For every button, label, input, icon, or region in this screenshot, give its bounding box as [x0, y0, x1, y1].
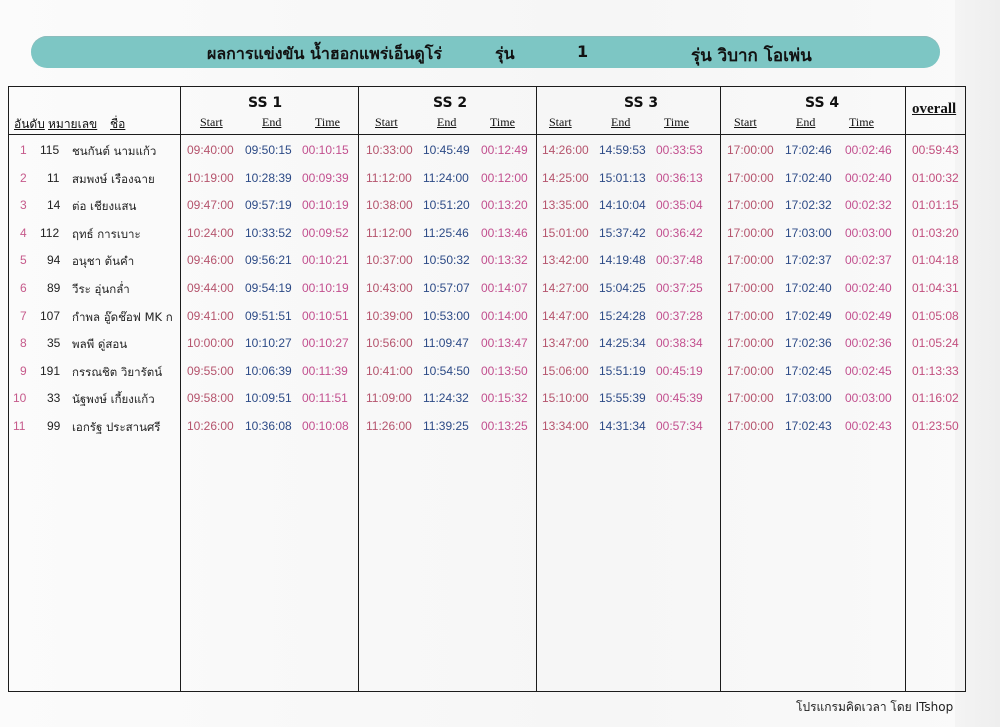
- rider-number-cell: 89: [47, 281, 61, 295]
- overall-time-cell: 01:16:02: [912, 391, 959, 405]
- ss2-time-cell: 00:12:49: [481, 143, 528, 157]
- rank-cell: 8: [20, 336, 27, 350]
- overall-time-cell: 01:01:15: [912, 198, 959, 212]
- class-title: รุ่น วิบาก โอเพ่น: [691, 46, 812, 66]
- col-divider-overall: [905, 86, 906, 692]
- ss4-end-cell: 17:02:45: [785, 364, 832, 378]
- ss4-start-cell: 17:00:00: [727, 226, 774, 240]
- ss3-time-cell: 00:36:42: [656, 226, 703, 240]
- ss4-start-cell: 17:00:00: [727, 253, 774, 267]
- ss3-end-cell: 14:19:48: [599, 253, 646, 267]
- ss4-time-cell: 00:02:45: [845, 364, 892, 378]
- ss3-start-header: Start: [549, 115, 572, 129]
- ss1-end-cell: 10:10:27: [245, 336, 292, 350]
- ss1-start-cell: 09:58:00: [187, 391, 234, 405]
- ss1-time-cell: 00:11:51: [302, 391, 348, 405]
- ss1-end-cell: 10:36:08: [245, 419, 292, 433]
- rider-number-cell: 94: [47, 253, 61, 267]
- ss2-end-cell: 11:25:46: [423, 226, 469, 240]
- ss1-start-cell: 10:24:00: [187, 226, 234, 240]
- ss1-time-cell: 00:10:21: [302, 253, 349, 267]
- ss2-start-cell: 10:38:00: [366, 198, 413, 212]
- col-divider-ss4: [720, 86, 721, 692]
- ss1-start-cell: 09:47:00: [187, 198, 234, 212]
- ss2-start-cell: 10:39:00: [366, 309, 413, 323]
- rider-number-cell: 115: [40, 143, 60, 157]
- ss3-time-cell: 00:45:39: [656, 391, 703, 405]
- ss3-end-cell: 15:55:39: [599, 391, 646, 405]
- overall-time-cell: 01:04:18: [912, 253, 959, 267]
- ss2-start-cell: 10:56:00: [366, 336, 413, 350]
- ss1-start-header: Start: [200, 115, 223, 129]
- rank-cell: 5: [20, 253, 27, 267]
- ss2-time-cell: 00:14:07: [481, 281, 528, 295]
- ss2-end-cell: 10:53:00: [423, 309, 470, 323]
- ss4-start-header: Start: [734, 115, 757, 129]
- ss2-time-cell: 00:13:50: [481, 364, 528, 378]
- ss3-time-cell: 00:37:28: [656, 309, 703, 323]
- ss1-time-cell: 00:09:52: [302, 226, 349, 240]
- ss2-time-cell: 00:13:47: [481, 336, 528, 350]
- ss4-end-cell: 17:03:00: [785, 391, 832, 405]
- ss3-start-cell: 13:35:00: [542, 198, 589, 212]
- ss3-header: SS 3: [624, 95, 659, 111]
- ss2-time-header: Time: [490, 115, 515, 129]
- rank-cell: 2: [20, 171, 27, 185]
- ss4-time-header: Time: [849, 115, 874, 129]
- ss2-start-cell: 10:41:00: [366, 364, 413, 378]
- ss3-time-header: Time: [664, 115, 689, 129]
- ss4-start-cell: 17:00:00: [727, 143, 774, 157]
- ss1-end-cell: 09:57:19: [245, 198, 292, 212]
- ss3-end-cell: 14:25:34: [599, 336, 646, 350]
- ss2-time-cell: 00:13:32: [481, 253, 528, 267]
- rider-name-cell: ต่อ เชียงแสน: [72, 199, 137, 213]
- rider-number-cell: 35: [47, 336, 61, 350]
- software-credit: โปรแกรมคิดเวลา โดย ITshop: [796, 700, 954, 714]
- ss3-start-cell: 14:47:00: [542, 309, 589, 323]
- ss3-time-cell: 00:36:13: [656, 171, 703, 185]
- rank-cell: 11: [13, 419, 26, 433]
- ss1-start-cell: 09:44:00: [187, 281, 234, 295]
- ss4-start-cell: 17:00:00: [727, 281, 774, 295]
- ss1-start-cell: 10:19:00: [187, 171, 234, 185]
- overall-time-cell: 01:23:50: [912, 419, 959, 433]
- ss1-time-cell: 00:10:27: [302, 336, 349, 350]
- ss2-end-cell: 11:24:00: [423, 171, 469, 185]
- event-title: ผลการแข่งขัน น้ำฮอกแพร่เอ็นดูโร่: [207, 44, 442, 63]
- ss3-end-cell: 15:01:13: [599, 171, 646, 185]
- rider-name-cell: กรรณชิต วิยารัตน์: [72, 365, 163, 379]
- title-banner: [31, 36, 940, 68]
- ss4-start-cell: 17:00:00: [727, 198, 774, 212]
- ss1-time-cell: 00:10:51: [302, 309, 349, 323]
- overall-time-cell: 01:05:24: [912, 336, 959, 350]
- ss4-end-cell: 17:03:00: [785, 226, 832, 240]
- rank-cell: 1: [20, 143, 27, 157]
- ss2-start-cell: 11:12:00: [366, 171, 412, 185]
- rider-number-cell: 33: [47, 391, 61, 405]
- rider-name-cell: อนุชา ต้นคำ: [72, 254, 135, 268]
- ss2-time-cell: 00:14:00: [481, 309, 528, 323]
- col-divider-ss1: [180, 86, 181, 692]
- ss3-time-cell: 00:33:53: [656, 143, 703, 157]
- rider-name-cell: ฤทธ์ การเบาะ: [72, 227, 141, 241]
- ss3-start-cell: 13:47:00: [542, 336, 589, 350]
- col-divider-ss3: [536, 86, 537, 692]
- ss3-end-cell: 15:37:42: [599, 226, 646, 240]
- rider-name-cell: สมพงษ์ เรืองฉาย: [72, 172, 155, 186]
- ss3-end-cell: 15:04:25: [599, 281, 646, 295]
- ss3-start-cell: 14:26:00: [542, 143, 589, 157]
- overall-time-cell: 01:00:32: [912, 171, 959, 185]
- ss1-start-cell: 09:40:00: [187, 143, 234, 157]
- ss3-end-cell: 15:51:19: [599, 364, 646, 378]
- ss2-time-cell: 00:12:00: [481, 171, 528, 185]
- ss4-time-cell: 00:02:37: [845, 253, 892, 267]
- ss1-time-cell: 00:10:19: [302, 198, 349, 212]
- ss2-start-cell: 10:37:00: [366, 253, 413, 267]
- ss4-start-cell: 17:00:00: [727, 364, 774, 378]
- ss3-time-cell: 00:45:19: [656, 364, 703, 378]
- ss2-end-cell: 10:50:32: [423, 253, 470, 267]
- ss1-time-cell: 00:10:08: [302, 419, 349, 433]
- overall-time-cell: 01:04:31: [912, 281, 959, 295]
- ss4-time-cell: 00:02:40: [845, 281, 892, 295]
- header-divider: [8, 134, 966, 135]
- ss1-start-cell: 09:46:00: [187, 253, 234, 267]
- ss4-end-header: End: [796, 115, 816, 129]
- ss3-start-cell: 14:25:00: [542, 171, 589, 185]
- ss1-end-cell: 10:28:39: [245, 171, 292, 185]
- ss2-time-cell: 00:15:32: [481, 391, 528, 405]
- ss2-time-cell: 00:13:46: [481, 226, 528, 240]
- rider-name-cell: วีระ อุ่นกล่ำ: [72, 282, 130, 296]
- rider-number-cell: 14: [47, 198, 61, 212]
- ss4-header: SS 4: [805, 95, 840, 111]
- ss3-time-cell: 00:37:25: [656, 281, 703, 295]
- ss2-start-cell: 11:26:00: [366, 419, 412, 433]
- rank-header: อันดับ: [14, 117, 45, 131]
- ss2-end-cell: 10:45:49: [423, 143, 470, 157]
- ss3-time-cell: 00:57:34: [656, 419, 703, 433]
- ss4-end-cell: 17:02:40: [785, 171, 832, 185]
- ss4-time-cell: 00:02:36: [845, 336, 892, 350]
- number-header: หมายเลข: [48, 117, 98, 131]
- overall-time-cell: 00:59:43: [912, 143, 959, 157]
- ss2-time-cell: 00:13:25: [481, 419, 528, 433]
- ss4-start-cell: 17:00:00: [727, 391, 774, 405]
- ss1-start-cell: 10:00:00: [187, 336, 234, 350]
- ss2-end-cell: 11:24:32: [423, 391, 469, 405]
- round-label: รุ่น: [495, 44, 515, 63]
- rider-number-cell: 112: [40, 226, 60, 240]
- ss3-end-header: End: [611, 115, 631, 129]
- rider-name-cell: เอกรัฐ ประสานศรี: [72, 420, 161, 434]
- rank-cell: 4: [20, 226, 27, 240]
- ss1-time-cell: 00:10:15: [302, 143, 349, 157]
- ss3-start-cell: 13:34:00: [542, 419, 589, 433]
- overall-time-cell: 01:03:20: [912, 226, 959, 240]
- col-divider-ss2: [358, 86, 359, 692]
- ss2-end-cell: 11:09:47: [423, 336, 469, 350]
- rider-number-cell: 99: [47, 419, 61, 433]
- rider-number-cell: 191: [40, 364, 61, 378]
- round-number: 1: [577, 42, 589, 61]
- ss4-start-cell: 17:00:00: [727, 336, 774, 350]
- ss4-time-cell: 00:02:49: [845, 309, 892, 323]
- ss4-end-cell: 17:02:40: [785, 281, 832, 295]
- ss1-end-cell: 10:09:51: [245, 391, 292, 405]
- ss1-end-cell: 09:50:15: [245, 143, 292, 157]
- ss1-time-header: Time: [315, 115, 340, 129]
- ss4-end-cell: 17:02:36: [785, 336, 832, 350]
- ss3-start-cell: 13:42:00: [542, 253, 589, 267]
- ss3-time-cell: 00:37:48: [656, 253, 703, 267]
- ss2-end-cell: 10:57:07: [423, 281, 470, 295]
- ss1-end-header: End: [262, 115, 282, 129]
- ss2-end-header: End: [437, 115, 457, 129]
- ss4-end-cell: 17:02:46: [785, 143, 832, 157]
- ss4-end-cell: 17:02:49: [785, 309, 832, 323]
- ss1-time-cell: 00:11:39: [302, 364, 348, 378]
- ss2-time-cell: 00:13:20: [481, 198, 528, 212]
- ss2-start-cell: 11:12:00: [366, 226, 412, 240]
- ss1-end-cell: 09:51:51: [245, 309, 292, 323]
- ss2-start-cell: 10:43:00: [366, 281, 413, 295]
- ss4-time-cell: 00:03:00: [845, 226, 892, 240]
- rider-number-cell: 107: [40, 309, 61, 323]
- ss2-start-cell: 10:33:00: [366, 143, 413, 157]
- rider-name-cell: พลพี ดู่สอน: [72, 337, 128, 351]
- ss2-end-cell: 11:39:25: [423, 419, 469, 433]
- ss3-start-cell: 14:27:00: [542, 281, 589, 295]
- rider-name-cell: ชนกันต์ นามแก้ว: [72, 144, 157, 158]
- ss3-end-cell: 15:24:28: [599, 309, 646, 323]
- rank-cell: 9: [20, 364, 27, 378]
- ss3-end-cell: 14:59:53: [599, 143, 646, 157]
- rank-cell: 7: [20, 309, 27, 323]
- ss4-time-cell: 00:02:46: [845, 143, 892, 157]
- ss4-time-cell: 00:02:40: [845, 171, 892, 185]
- ss4-start-cell: 17:00:00: [727, 309, 774, 323]
- ss4-end-cell: 17:02:32: [785, 198, 832, 212]
- rank-cell: 6: [20, 281, 27, 295]
- ss3-start-cell: 15:01:00: [542, 226, 589, 240]
- ss3-end-cell: 14:31:34: [599, 419, 646, 433]
- ss1-start-cell: 09:41:00: [187, 309, 234, 323]
- ss1-end-cell: 10:06:39: [245, 364, 292, 378]
- rider-name-cell: นัฐพงษ์ เกี้ยงแก้ว: [72, 392, 155, 406]
- ss4-time-cell: 00:02:32: [845, 198, 892, 212]
- overall-time-cell: 01:05:08: [912, 309, 959, 323]
- overall-time-cell: 01:13:33: [912, 364, 959, 378]
- ss1-time-cell: 00:10:19: [302, 281, 349, 295]
- ss2-header: SS 2: [433, 95, 468, 111]
- ss3-time-cell: 00:35:04: [656, 198, 703, 212]
- ss4-end-cell: 17:02:37: [785, 253, 832, 267]
- ss2-end-cell: 10:54:50: [423, 364, 470, 378]
- ss4-start-cell: 17:00:00: [727, 171, 774, 185]
- ss1-start-cell: 09:55:00: [187, 364, 234, 378]
- rider-number-cell: 11: [47, 171, 60, 185]
- ss4-start-cell: 17:00:00: [727, 419, 774, 433]
- ss3-end-cell: 14:10:04: [599, 198, 646, 212]
- name-header: ชื่อ: [110, 117, 126, 131]
- rider-name-cell: กำพล อู๊ดช๊อฟ MK ก: [72, 310, 173, 324]
- ss1-time-cell: 00:09:39: [302, 171, 349, 185]
- ss3-start-cell: 15:10:00: [542, 391, 589, 405]
- ss1-end-cell: 10:33:52: [245, 226, 292, 240]
- ss4-time-cell: 00:02:43: [845, 419, 892, 433]
- overall-header: overall: [912, 101, 957, 117]
- ss1-end-cell: 09:54:19: [245, 281, 292, 295]
- ss2-start-header: Start: [375, 115, 398, 129]
- ss2-start-cell: 11:09:00: [366, 391, 412, 405]
- rank-cell: 3: [20, 198, 27, 212]
- ss3-time-cell: 00:38:34: [656, 336, 703, 350]
- ss1-header: SS 1: [248, 95, 283, 111]
- ss1-end-cell: 09:56:21: [245, 253, 292, 267]
- ss3-start-cell: 15:06:00: [542, 364, 589, 378]
- ss4-end-cell: 17:02:43: [785, 419, 832, 433]
- rank-cell: 10: [13, 391, 27, 405]
- ss1-start-cell: 10:26:00: [187, 419, 234, 433]
- ss2-end-cell: 10:51:20: [423, 198, 470, 212]
- ss4-time-cell: 00:03:00: [845, 391, 892, 405]
